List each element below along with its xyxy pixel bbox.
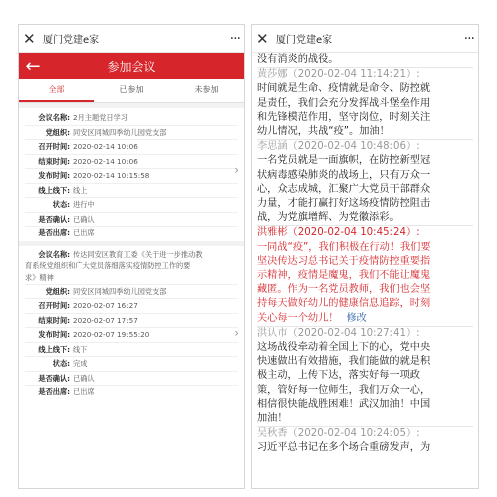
mode-label: 线上线下: <box>38 344 70 354</box>
mode-label: 线上线下: <box>38 185 70 195</box>
comment-text: 是责任，我们会充分发挥战斗堡垒作用 <box>257 97 431 109</box>
start-label: 召开时间: <box>38 301 70 310</box>
meeting-publish: 2020-02-14 10:15:58 <box>73 171 150 180</box>
attend-label: 是否出席: <box>38 228 70 237</box>
meeting-mode: 线上 <box>73 185 88 195</box>
meeting-subject-line: 求》精神 <box>25 272 54 282</box>
tab-attended[interactable]: 已参加 <box>119 85 144 94</box>
meeting-branch: 同安区同城四季幼儿园党支部 <box>73 286 167 296</box>
comment-text: 这场战役牵动着全国上下的心，党中央 <box>257 342 431 354</box>
meeting-list-screen <box>18 24 245 489</box>
close-icon[interactable]: ✕ <box>23 29 36 48</box>
comment-text: 战，为党旗增辉、为党徽添彩。 <box>257 212 400 224</box>
comment-screen <box>251 24 479 489</box>
start-label: 召开时间: <box>38 142 70 151</box>
subject-label: 会议名称: <box>38 249 70 259</box>
comment-text: 藏匿。作为一名党员教师，我们也会坚 <box>257 284 431 296</box>
status-label: 状态: <box>52 359 70 368</box>
comment-text: 示精神，疫情是魔鬼，我们不能让魔鬼 <box>257 270 431 282</box>
comment-item <box>257 53 473 68</box>
comment-author: 黄莎娜（2020-02-04 11:14:21）: <box>257 69 420 81</box>
comment-text: 关心每一个幼儿！ <box>257 312 339 324</box>
meeting-confirm: 已确认 <box>73 214 95 224</box>
status-label: 状态: <box>52 200 70 209</box>
comment-text: 一名党员就是一面旗帜，在防控新型冠 <box>257 155 431 167</box>
meeting-branch: 同安区同城四季幼儿园党支部 <box>73 127 167 137</box>
comment-text: 持每天做好幼儿的健康信息追踪，时刻 <box>257 298 431 310</box>
back-arrow-icon[interactable]: ← <box>25 55 41 77</box>
comment-text: 习近平总书记在多个场合重磅发声，为 <box>257 442 431 454</box>
comment-author: 洪雅彬（2020-02-04 10:45:24）: <box>257 227 420 239</box>
meeting-subject: 2月主题党日学习 <box>73 113 128 122</box>
meeting-start: 2020-02-07 16:27 <box>73 301 138 310</box>
publish-label: 发布时间: <box>38 171 70 180</box>
comment-item <box>257 68 473 140</box>
meeting-start: 2020-02-14 10:06 <box>73 142 138 151</box>
confirm-label: 是否确认: <box>38 373 70 383</box>
page-header <box>19 53 244 79</box>
meeting-publish: 2020-02-07 19:55:20 <box>73 330 150 339</box>
meeting-card[interactable] <box>19 246 244 400</box>
filter-tabs <box>19 79 244 103</box>
meeting-attend: 已出席 <box>73 228 95 237</box>
publish-label: 发布时间: <box>38 330 70 339</box>
end-label: 结束时间: <box>38 315 70 325</box>
comment-text: 心，众志成城，汇聚广大党员干部群众 <box>257 183 431 195</box>
comment-item <box>257 140 473 226</box>
meeting-status: 进行中 <box>73 200 95 209</box>
meeting-attend: 已出席 <box>73 387 95 396</box>
more-icon[interactable]: ··· <box>463 30 474 47</box>
own-comment-item <box>257 226 473 326</box>
meeting-card[interactable] <box>19 108 244 241</box>
comment-author: 洪认市（2020-02-04 10:27:41）: <box>257 327 420 339</box>
tab-all[interactable]: 全部 <box>19 79 94 102</box>
comment-text: 状病毒感染肺炎的战场上，只有万众一 <box>257 169 431 181</box>
comment-text: 没有消炎的战役。 <box>257 54 339 65</box>
comment-text: 和先锋模范作用，坚守岗位，时刻关注 <box>257 111 431 123</box>
comment-text: 力量，才能打赢打好这场疫情防控阻击 <box>257 198 431 210</box>
comment-list <box>252 53 478 456</box>
edit-link[interactable]: 修改 <box>346 312 367 324</box>
meeting-mode: 线下 <box>73 344 88 354</box>
attend-label: 是否出席: <box>38 387 70 396</box>
meeting-end: 2020-02-07 17:57 <box>73 315 138 325</box>
meeting-status: 完成 <box>73 359 88 368</box>
comment-text-last <box>257 312 473 326</box>
chevron-right-icon: › <box>234 325 239 340</box>
comment-text: 坚决传达习总书记关于疫情防控重要指 <box>257 255 431 267</box>
close-icon[interactable]: ✕ <box>256 29 269 48</box>
more-icon[interactable]: ··· <box>229 30 240 47</box>
confirm-label: 是否确认: <box>38 214 70 224</box>
comment-text: 时间就是生命、疫情就是命令、防控就 <box>257 83 431 95</box>
comment-text: 快速做出有效措施，我们能做的就是积 <box>257 356 431 368</box>
comment-text: 幼儿情况，共战“疫”。加油！ <box>257 126 390 138</box>
comment-author: 李思涵（2020-02-04 10:48:06）: <box>257 141 420 153</box>
meeting-confirm: 已确认 <box>73 373 95 383</box>
comment-author: 吴秋香（2020-02-04 10:24:05）: <box>257 428 420 440</box>
chevron-right-icon: › <box>234 163 239 177</box>
comment-item <box>257 327 473 427</box>
app-titlebar <box>19 25 244 53</box>
comment-text: 相信很快能战胜困难！武汉加油！中国 <box>257 398 431 410</box>
meeting-subject-line: 传达同安区教育工委《关于进一步推动教 <box>73 249 203 259</box>
meeting-end: 2020-02-14 10:06 <box>73 156 138 166</box>
app-titlebar <box>252 25 478 53</box>
branch-label: 党组织: <box>45 127 70 137</box>
comment-item <box>257 427 473 455</box>
branch-label: 党组织: <box>45 286 70 296</box>
page-title: 参加会议 <box>107 59 156 74</box>
comment-text: 一同战“疫”，我们积极在行动！我们要 <box>257 241 431 253</box>
app-title: 厦门党建e家 <box>276 35 333 46</box>
end-label: 结束时间: <box>38 156 70 166</box>
comment-text: 极主动，上传下达，落实好每一项政 <box>257 370 420 382</box>
meeting-subject-line: 育系统党组织和广大党员落细落实疫情防控工作的要 <box>25 260 191 270</box>
subject-label: 会议名称: <box>38 113 70 122</box>
app-title: 厦门党建e家 <box>43 35 100 46</box>
comment-text: 策，管好每一位师生，我们万众一心， <box>257 384 431 396</box>
tab-not-attended[interactable]: 未参加 <box>194 85 219 94</box>
comment-text: 加油！ <box>257 413 288 425</box>
